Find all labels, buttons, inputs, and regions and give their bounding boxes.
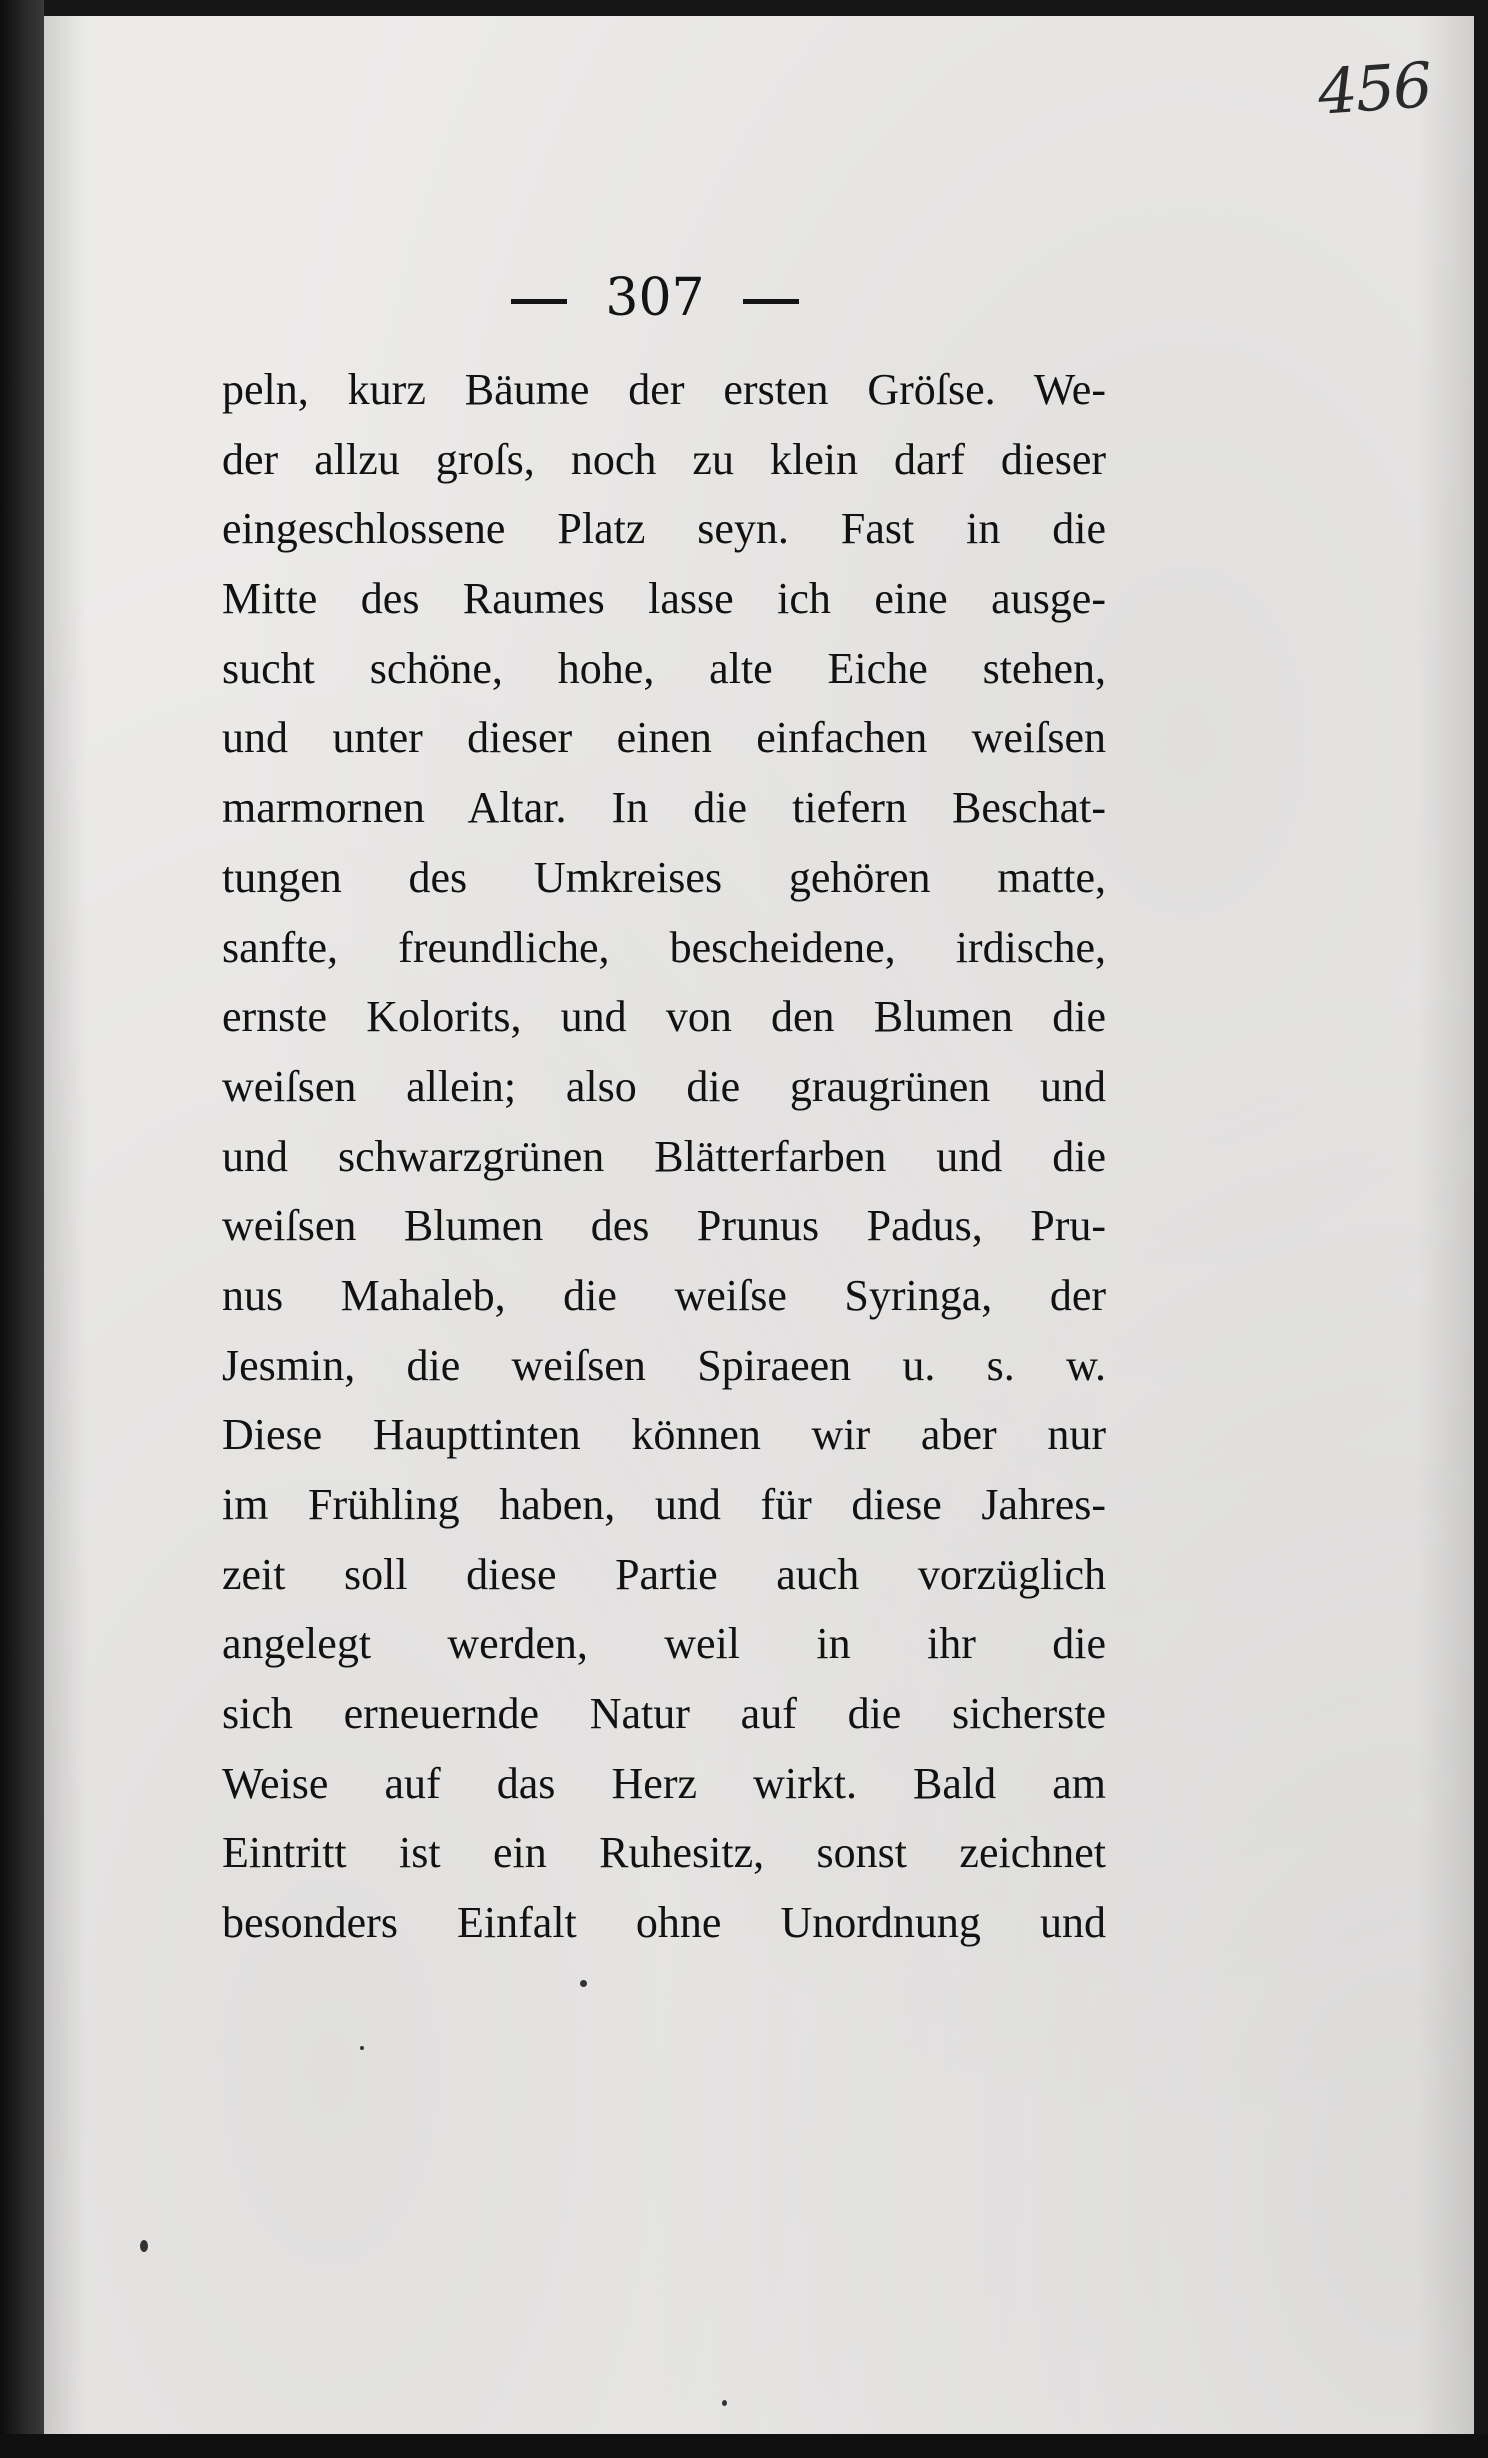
text-line: nus Mahaleb, die weiſse Syringa, der (222, 1270, 1106, 1320)
text-line: sucht schöne, hohe, alte Eiche stehen, (222, 643, 1106, 693)
text-line: marmornen Altar. In die tiefern Beschat- (222, 783, 1106, 833)
text-line: weiſsen allein; also die graugrünen und (222, 1061, 1106, 1111)
paper-speck (360, 2046, 364, 2050)
text-line: weiſsen Blumen des Prunus Padus, Pru- (222, 1201, 1106, 1251)
text-line: peln, kurz Bäume der ersten Gröſse. We- (222, 365, 1106, 414)
book-binding-edge (0, 0, 44, 2458)
paper-speck (722, 2400, 727, 2406)
text-line: Weise auf das Herz wirkt. Bald am (222, 1758, 1106, 1808)
text-line: Eintritt ist ein Ruhesitz, sonst zeichnet (222, 1828, 1106, 1878)
text-line: im Frühling haben, und für diese Jahres- (222, 1480, 1106, 1529)
text-line: sich erneuernde Natur auf die sicherste (222, 1689, 1106, 1739)
text-line: eingeschlossene Platz seyn. Fast in die (222, 504, 1106, 554)
text-line: tungen des Umkreises gehören matte, (222, 852, 1106, 902)
paper-speck (580, 1980, 587, 1987)
scan-bottom-edge (0, 2434, 1488, 2458)
text-line: und unter dieser einen einfachen weiſsen (222, 713, 1106, 763)
page-number-header (0, 268, 1310, 328)
handwritten-folio-mark: 456 (1315, 48, 1433, 129)
text-line: angelegt werden, weil in ihr die (222, 1619, 1106, 1669)
text-line: zeit soll diese Partie auch vorzüglich (222, 1549, 1106, 1599)
left-dash (511, 299, 567, 304)
text-line: Diese Haupttinten können wir aber nur (222, 1410, 1106, 1460)
text-line: Mitte des Raumes lasse ich eine ausge- (222, 574, 1106, 624)
text-line: Jesmin, die weiſsen Spiraeen u. s. w. (222, 1340, 1106, 1390)
body-text (222, 355, 1106, 1958)
right-dash (743, 299, 799, 304)
paper-speck (140, 2240, 148, 2252)
text-line: ernste Kolorits, und von den Blumen die (222, 992, 1106, 1042)
text-line: sanfte, freundliche, bescheidene, irdische, (222, 922, 1106, 972)
text-line: und schwarzgrünen Blätterfarben und die (222, 1131, 1106, 1181)
text-line: besonders Einfalt ohne Unordnung und (222, 1898, 1106, 1948)
page-number: 307 (605, 268, 705, 328)
text-line: der allzu groſs, noch zu klein darf dieser (222, 434, 1106, 484)
